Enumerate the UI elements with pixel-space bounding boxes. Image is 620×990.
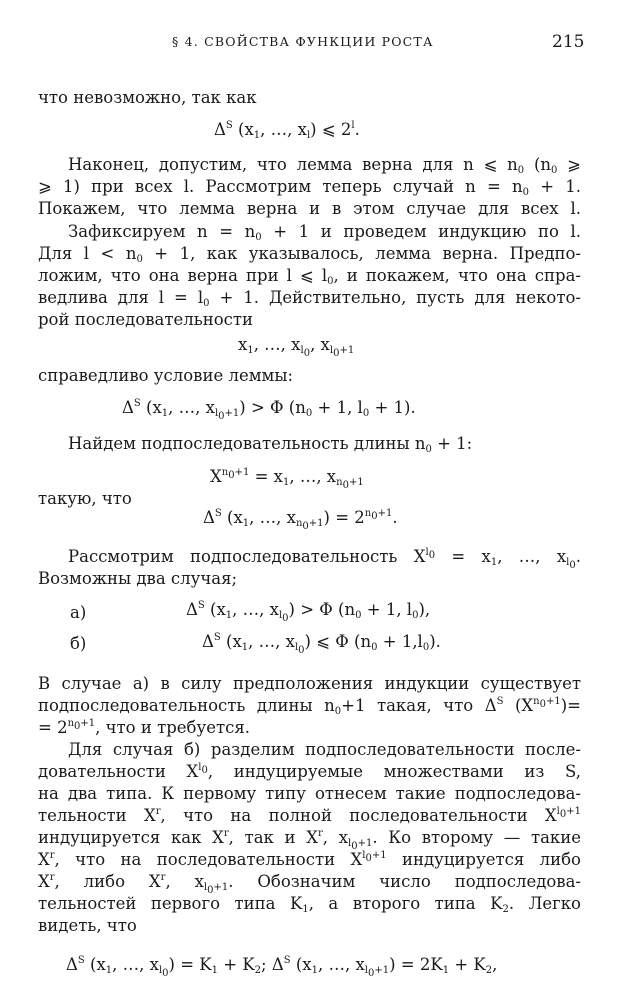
case-label-b: б) <box>70 634 87 653</box>
text-line: ложим, что она верна при l ⩽ $l_0$, и покажем, что она спра- <box>38 266 581 287</box>
text-line: ведлива для $l = l_0 + 1$. Действительно, пусть для некото- <box>38 288 581 309</box>
text-line: Наконец, допустим, что лемма верна для n ⩽ $n_0$ ($n_0$ ⩾ <box>68 155 581 176</box>
text-line: на два типа. К первому типу отнесем такие подпоследова- <box>38 784 581 803</box>
text-line: Для $l < n_0 + 1$, как указывалось, лемма верна. Предпо- <box>38 244 581 265</box>
formula: $\Delta^S$ ($x_1$, …, $x_{l_0}) > \Phi$ ($n_0 + 1$, $l_0$), <box>186 600 431 624</box>
formula: $\Delta^S$ ($x_1$, …, $x_l$) ⩽ 2$^l$. <box>214 120 360 141</box>
text-line: такую, что <box>38 489 132 508</box>
text-line: справедливо условие леммы: <box>38 366 294 385</box>
text-line: тельности $X^r$, что на полной последовательности $X^{l_0+1}$ <box>38 806 581 825</box>
text-line: В случае а) в силу предположения индукции существует <box>38 674 581 693</box>
text-line: довательности $X^{l_0}$, индуцируемые множествами из S, <box>38 762 581 781</box>
text-line: Для случая б) разделим подпоследовательности после- <box>68 740 581 759</box>
text-line: Найдем подпоследовательность длины $n_0 + 1$: <box>68 434 473 455</box>
formula: $\Delta^S$ ($x_1$, …, $x_{l_0}$) ⩽ Φ $(n_0 + 1,l_0)$. <box>202 632 441 656</box>
text-line: $X^r$, что на последовательности $X^{l_0+1}$ индуцируется либо <box>38 850 581 869</box>
text-line: = $2^{n_0+1}$, что и требуется. <box>38 718 250 737</box>
text-line: Зафиксируем $n = n_0 + 1$ и проведем индукцию по l. <box>68 222 581 243</box>
text-line: $X^r$, либо $X^r$, $x_{l_0+1}$. Обозначим число подпоследова- <box>38 872 582 896</box>
page-number: 215 <box>552 32 585 52</box>
formula: $X^{n_0+1} = x_1$, …, $x_{n_0+1}$ <box>210 467 364 491</box>
text-line: ⩾ 1) при всех l. Рассмотрим теперь случай $n = n_0 + 1$. <box>38 177 581 198</box>
formula: $\Delta^S$ ($x_1$, …, $x_{l_0+1}) > \Phi$ ($n_0 + 1$, $l_0 + 1$). <box>122 398 416 422</box>
formula: $\Delta^S$ ($x_1$, …, $x_{n_0+1}) = 2^{n_0+1}$. <box>203 508 398 532</box>
case-label-a: а) <box>70 603 87 622</box>
formula: $x_1$, …, $x_{l_0}$, $x_{l_0+1}$ <box>238 335 355 359</box>
text-line: Возможны два случая; <box>38 569 238 588</box>
running-header: § 4. СВОЙСТВА ФУНКЦИИ РОСТА <box>172 34 434 49</box>
text-line: индуцируется как $X^r$, так и $X^r$, $x_{l_0+1}$. Ко второму — такие <box>38 828 581 852</box>
text-line: Покажем, что лемма верна и в этом случае для всех l. <box>38 199 581 218</box>
text-line: что невозможно, так как <box>38 88 257 107</box>
text-line: Рассмотрим подпоследовательность $X^{l_0} = x_1$, …, $x_{l_0}$. <box>68 547 581 571</box>
text-line: подпоследовательность длины $n_0+1$ такая, что $\Delta^S$ $(X^{n_0+1})=$ <box>38 696 581 717</box>
text-line: тельностей первого типа $K_1$, а второго типа $K_2$. Легко <box>38 894 581 915</box>
text-line: рой последовательности <box>38 310 254 329</box>
formula: $\Delta^S$ ($x_1$, …, $x_{l_0}) = K_1 + K_2$; $\Delta^S$ ($x_1$, …, $x_{l_0+1}) = 2K_1 + K_2$, <box>66 955 498 979</box>
text-line: видеть, что <box>38 916 137 935</box>
